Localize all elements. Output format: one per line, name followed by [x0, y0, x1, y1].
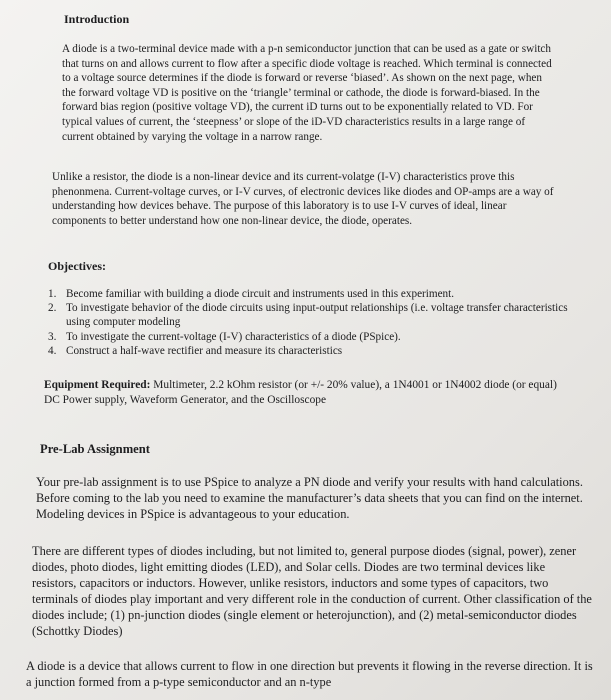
objective-item [48, 287, 568, 301]
prelab-heading: Pre-Lab Assignment [40, 442, 150, 456]
prelab-paragraph-1: Your pre-lab assignment is to use PSpice to analyze a PN diode and verify your results with hand calculations. Before coming to the lab you need to examine the manufacturer’s data sheets that you can find on the internet. Modeling devices in PSpice is advantageous to your education. [36, 475, 583, 521]
objective-text: To investigate behavior of the diode circuits using input-output relationships (i.e. voltage transfer characteristics using computer modeling [66, 302, 568, 329]
objectives-list [48, 287, 568, 358]
objective-number: 3. [48, 330, 57, 343]
prelab-paragraph-3: A diode is a device that allows current to flow in one direction but prevents it flowing in the reverse direction. It is a junction formed from a p-type semiconductor and an n-type [26, 659, 593, 689]
objective-number: 4. [48, 344, 57, 357]
equipment-label: Equipment Required: [44, 379, 151, 391]
intro-paragraph-2: Unlike a resistor, the diode is a non-linear device and its current-volatge (I-V) characteristics prove this phenonmena. Current-voltage curves, or I-V curves, of electronic devices like diodes and OP-amps are a way of understanding how devices behave. The purpose of this laboratory is to use I-V curves of ideal, linear components to better understand how one non-linear device, the diode, operates. [52, 171, 554, 227]
objective-text: Construct a half-wave rectifier and measure its characteristics [66, 344, 343, 357]
objective-number: 1. [48, 288, 57, 300]
objective-item [48, 344, 568, 358]
objective-text: Become familiar with building a diode circuit and instruments used in this experiment. [66, 288, 455, 300]
equipment-paragraph [44, 378, 574, 408]
objective-item [48, 301, 568, 329]
equipment-text: Multimeter, 2.2 kOhm resistor (or +/- 20% value), a 1N4001 or 1N4002 diode (or equal) DC Power supply, Waveform Generator, and the Oscilloscope [44, 379, 557, 406]
objective-text: To investigate the current-voltage (I-V) characteristics of a diode (PSpice). [66, 330, 401, 343]
objectives-heading: Objectives: [48, 259, 106, 273]
prelab-paragraph-2: There are different types of diodes including, but not limited to, general purpose diodes (signal, power), zener diodes, photo diodes, light emitting diodes (LED), and Solar cells. Diodes are two terminal devices like resistors, capacitors or inductors. However, unlike resistors, inductors and some types of capacitors, two terminals of diodes play important and very different role in the conduction of current. Other classification of the diodes include; (1) pn-junction diodes (single element or heterojunction), and (2) metal-semiconductor diodes (Schottky Diodes) [32, 544, 592, 638]
introduction-heading: Introduction [64, 12, 130, 26]
objective-item [48, 330, 568, 344]
objective-number: 2. [48, 302, 57, 315]
intro-paragraph-1: A diode is a two-terminal device made with a p-n semiconductor junction that can be used as a gate or switch that turns on and allows current to flow after a specific diode voltage is reached. Which terminal is connected to a voltage source determines if the diode is forward or reverse ‘biased’. As shown on the next page, when the forward voltage VD is positive on the ‘triangle’ terminal or cathode, the diode is forward-biased. In the forward bias region (positive voltage VD), the current iD turns out to be exponentially related to VD. For typical values of current, the ‘steepness’ or slope of the iD-VD characteristics results in a large range of current obtained by varying the voltage in a narrow range. [62, 43, 552, 143]
